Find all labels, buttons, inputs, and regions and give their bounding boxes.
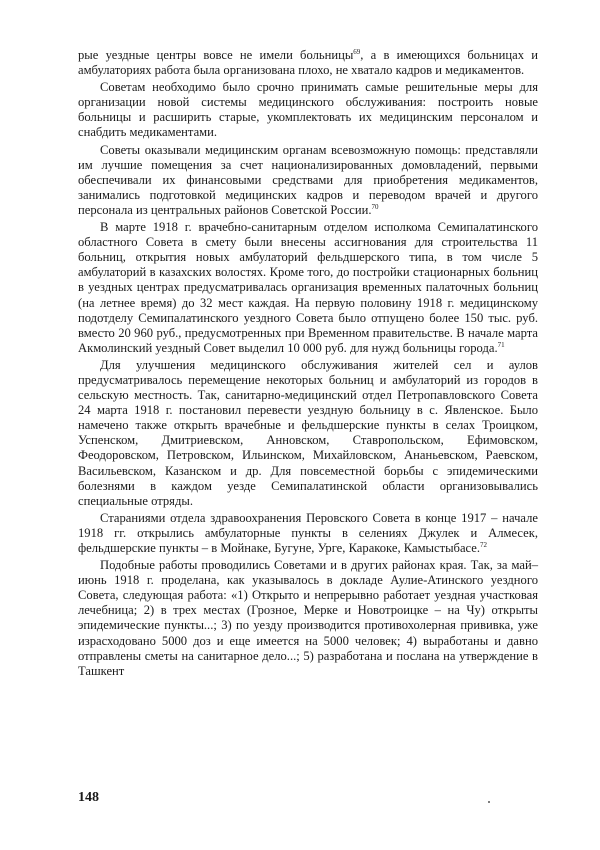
paragraph: Подобные работы проводились Советами и в других районах края. Так, за май–июнь 1918 г. проделана, как указывалось в докладе Аулие-Атинского уездного Совета, следующая работа: «1) Открыто и непрерывно работает уездная участковая лечебница; 2) в трех местах (Грозное, Мерке и Новотроицке – на Чу) открыты эпидемические пункты...; 3) по уезду производится противохолерная прививка, уже израсходовано 5000 доз и еще имеется на 5000 человек; 4) выработаны и давно отправлены сметы на санитарное дело...; 5) разработана и послана на утверждение в Ташкент bbox=[78, 558, 538, 678]
paragraph: рые уездные центры вовсе не имели больницы$^{69}$, а в имеющихся больницах и амбулаториях работа была организована плохо, не хватало кадров и медикаментов. bbox=[78, 48, 538, 78]
paragraph: В марте 1918 г. врачебно-санитарным отделом исполкома Семипалатинского областного Совета в смету были внесены ассигнования для строительства 11 больниц, открытия новых амбулаторий фельдшерского типа, в том числе 5 амбулаторий в казахских волостях. Кроме того, до постройки стационарных больниц в уездных центрах предусматривалась организация временных палаточных больниц (на летнее время) до 32 мест каждая. На первую половину 1918 г. медицинскому подотделу Семипалатинского уездного Совета было отпущено более 150 тыс. руб. вместо 20 960 руб., предусмотренных при Временном правительстве. В начале марта Акмолинский уездный Совет выделил 10 000 руб. для нужд больницы города.$^{71}$ bbox=[78, 220, 538, 355]
page-number: 148 bbox=[78, 790, 99, 805]
footnote-ref: 69 bbox=[353, 48, 361, 56]
scan-speck bbox=[488, 801, 490, 803]
paragraph: Стараниями отдела здравоохранения Перовского Совета в конце 1917 – начале 1918 гг. открылись амбулаторные пункты в селениях Джулек и Алмесек, фельдшерские пункты – в Мойнаке, Бугуне, Урге, Каракоке, Камыстыбасе.$^{72}$ bbox=[78, 510, 538, 555]
footnote-ref: 72 bbox=[480, 541, 488, 549]
paragraph: Советам необходимо было срочно принимать самые решительные меры для организации новой системы медицинского обслуживания: построить новые больницы и расширить старые, укомплектовать их медицинским персоналом и снабдить медикаментами. bbox=[78, 80, 538, 140]
paragraph: Советы оказывали медицинским органам всевозможную помощь: представляли им лучшие помещения за счет национализированных домовладений, первыми обеспечивали их финансовыми средствами для приобретения медикаментов, занимались подготовкой медицинских кадров и переводом врачей и другого персонала из центральных районов Советской России.$^{70}$ bbox=[78, 142, 538, 217]
body-text bbox=[78, 48, 538, 681]
footnote-ref: 71 bbox=[497, 340, 505, 349]
paragraph: Для улучшения медицинского обслуживания жителей сел и аулов предусматривалось перемещение некоторых больниц и амбулаторий из городов в сельскую местность. Так, санитарно-медицинский отдел Петропавловского Совета 24 марта 1918 г. постановил перевести уездную больницу в с. Явленское. Было намечено также открыть врачебные и фельдшерские пункты в селах Троицком, Успенском, Дмитриевском, Анновском, Ставропольском, Ефимовском, Феодоровском, Петровском, Ильинском, Михайловском, Ананьевском, Раевском, Васильевском, Казанском и др. Для повсеместной борьбы с эпидемическими болезнями в каждом уезде Семипалатинской области организовывались специальные отряды. bbox=[78, 357, 538, 508]
footnote-ref: 70 bbox=[371, 202, 379, 211]
